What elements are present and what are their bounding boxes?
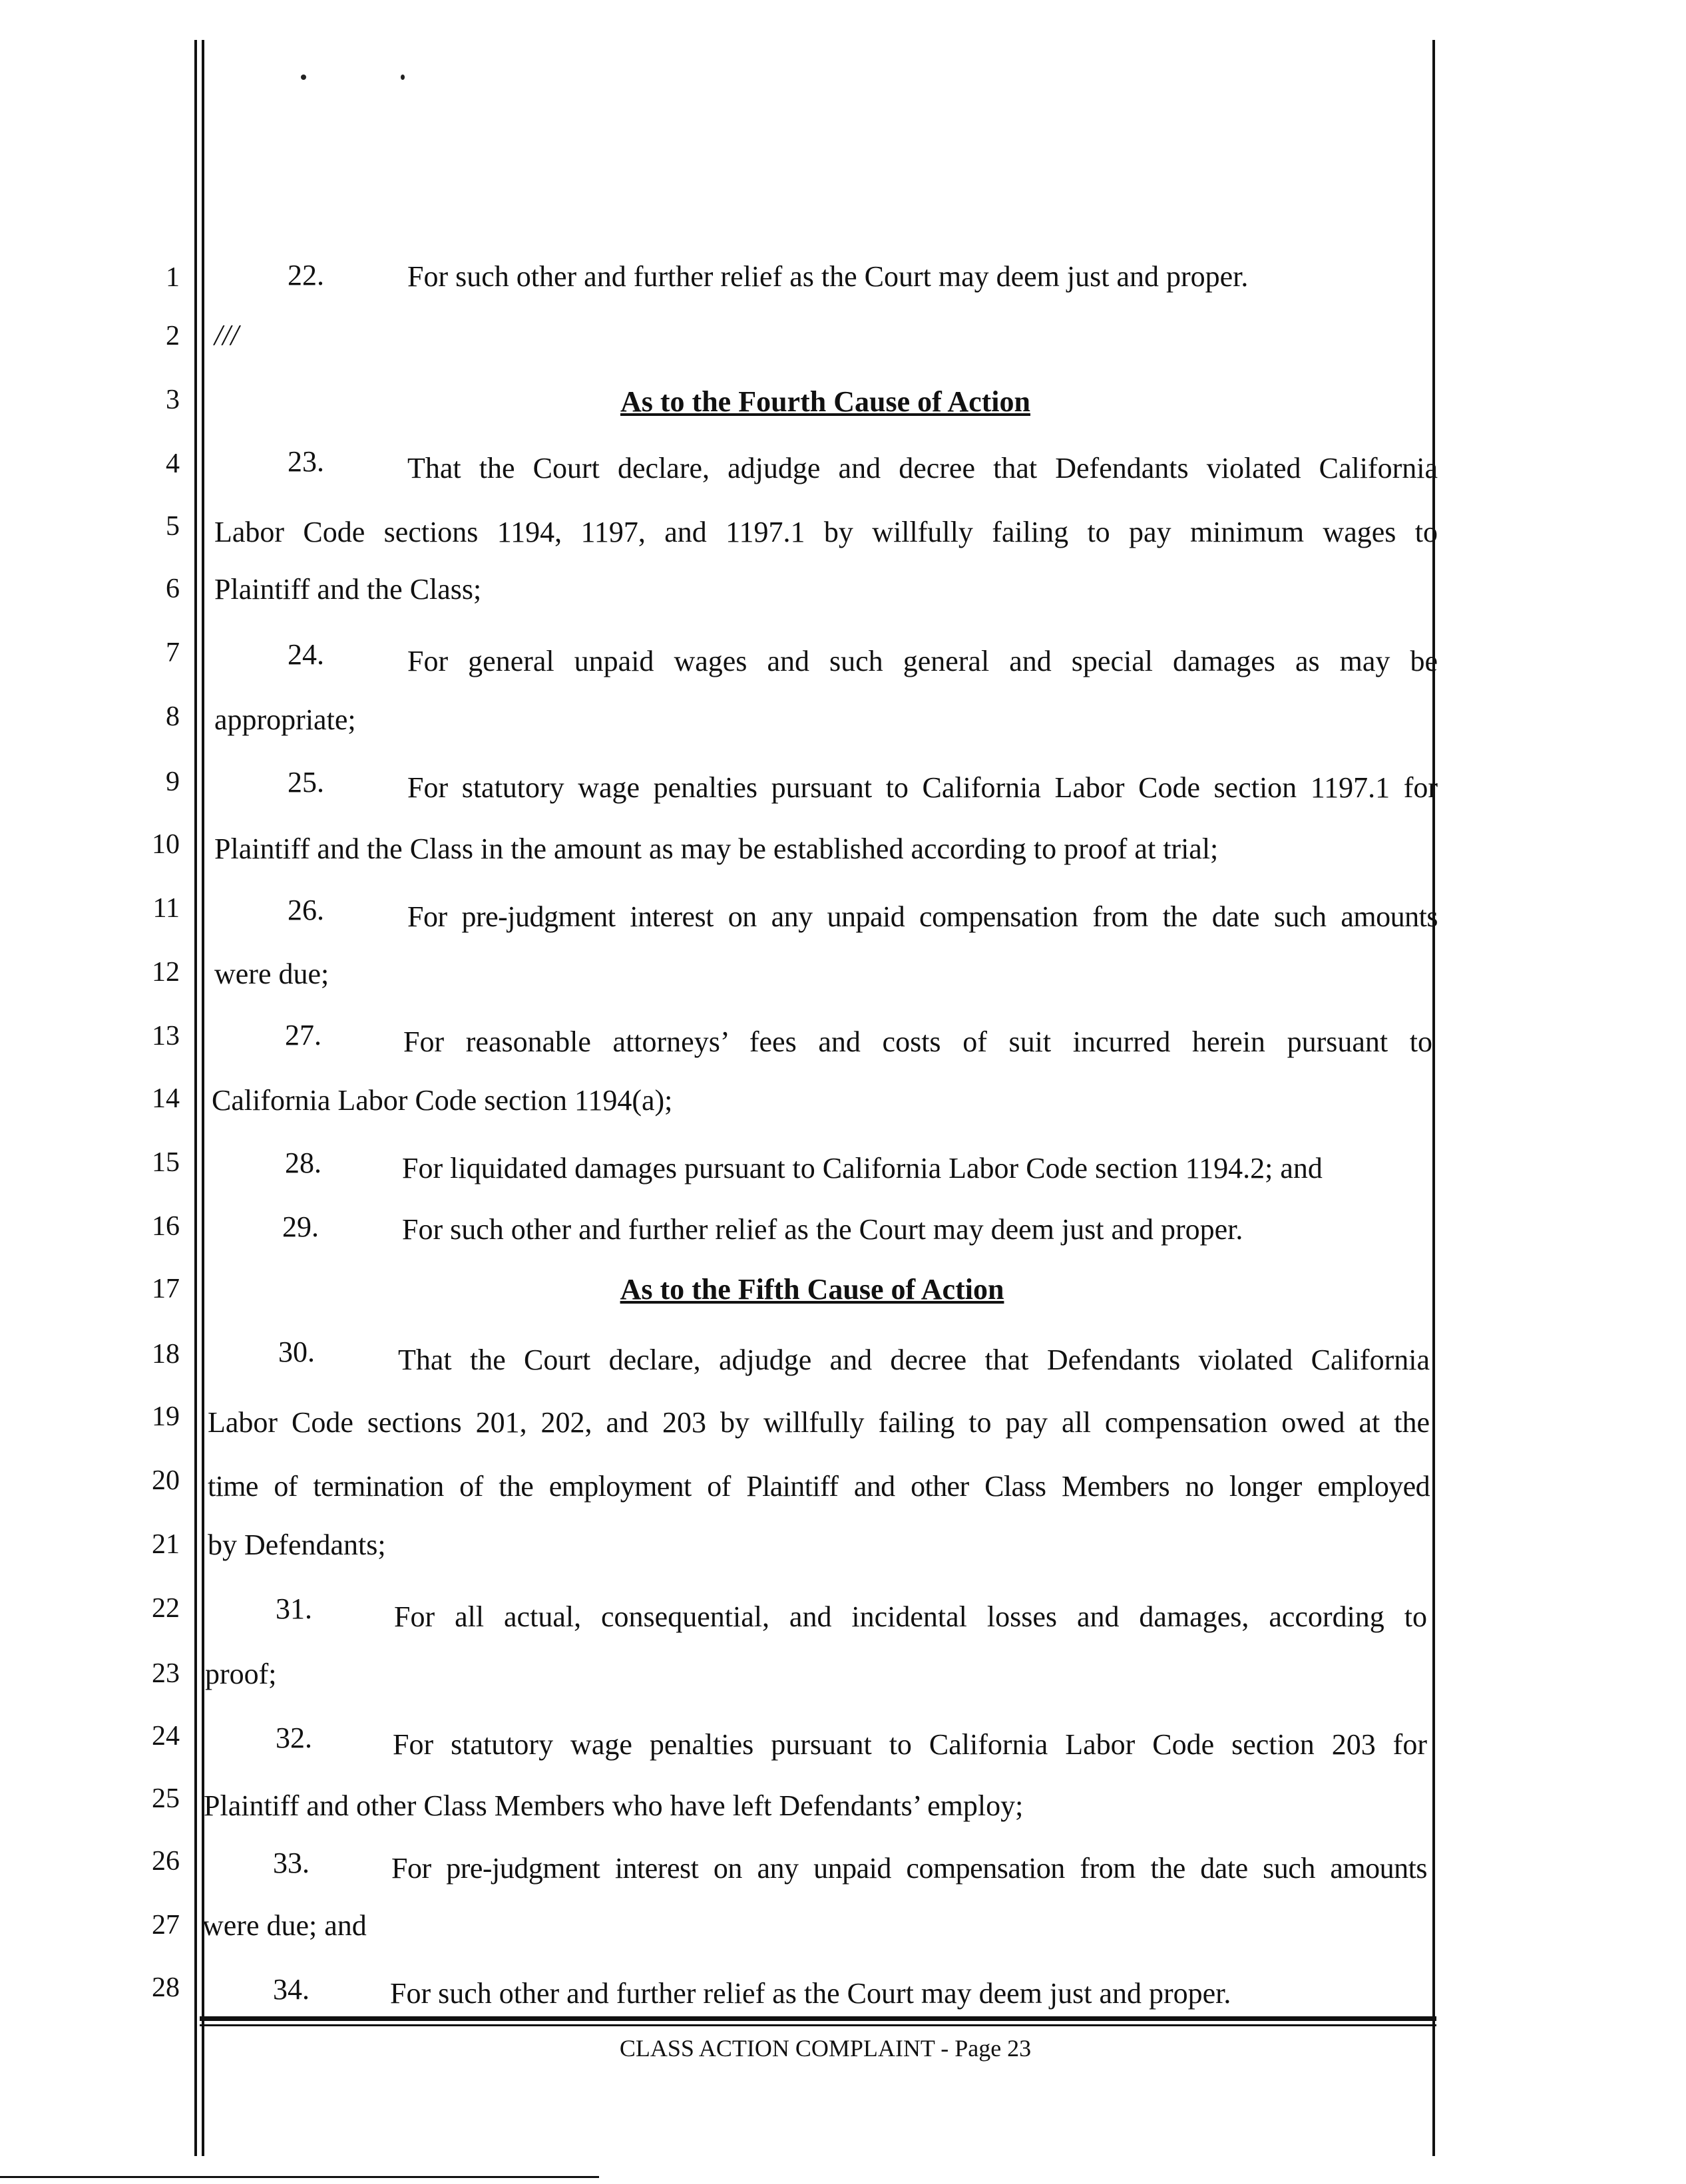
line-number: 26 [152,1846,180,1877]
paragraph-25-number: 25. [288,766,324,799]
line-number: 23 [152,1658,180,1689]
continuation-slashes: /// [214,319,239,351]
heading-fifth-cause: As to the Fifth Cause of Action [620,1273,1004,1306]
paragraph-30-line-2: Labor Code sections 201, 202, and 203 by willfully failing to pay all compensation owed at the [208,1406,1430,1439]
paragraph-26-line-1: For pre-judgment interest on any unpaid compensation from the date such amounts [407,900,1438,933]
paragraph-32-line-1: For statutory wage penalties pursuant to California Labor Code section 203 for [393,1728,1427,1761]
paragraph-32-line-2: Plaintiff and other Class Members who have left Defendants’ employ; [204,1789,1024,1822]
paragraph-31-number: 31. [276,1592,312,1625]
line-number: 3 [166,385,180,415]
paragraph-24-line-1: For general unpaid wages and such general and special damages as may be [407,645,1438,677]
line-number: 14 [152,1083,180,1114]
page-bottom-edge [0,2176,599,2178]
scan-speck [301,75,306,80]
paragraph-25-line-2: Plaintiff and the Class in the amount as may be established according to proof at trial; [214,832,1219,865]
paragraph-33-line-1: For pre-judgment interest on any unpaid compensation from the date such amounts [391,1852,1427,1885]
paragraph-28-text: For liquidated damages pursuant to California Labor Code section 1194.2; and [402,1152,1323,1184]
line-number: 11 [152,893,180,924]
line-number: 17 [152,1274,180,1304]
line-number: 18 [152,1339,180,1369]
paragraph-22-text: For such other and further relief as the Court may deem just and proper. [407,260,1249,293]
paragraph-30-line-1: That the Court declare, adjudge and decree that Defendants violated California [398,1344,1430,1376]
line-number: 7 [166,637,180,668]
scan-speck [401,75,405,80]
paragraph-23-line-3: Plaintiff and the Class; [214,573,482,606]
line-number: 28 [152,1972,180,2003]
line-number: 1 [166,262,180,293]
paragraph-27-number: 27. [285,1019,321,1051]
paragraph-28-number: 28. [285,1147,321,1179]
paragraph-34-text: For such other and further relief as the Court may deem just and proper. [390,1977,1231,2010]
paragraph-30-line-4: by Defendants; [208,1529,386,1561]
line-number: 22 [152,1593,180,1624]
line-number: 21 [152,1529,180,1560]
paragraph-26-line-2: were due; [214,958,329,990]
paragraph-27-line-2: California Labor Code section 1194(a); [212,1084,673,1117]
line-number: 12 [152,957,180,988]
paragraph-23-number: 23. [288,445,324,478]
line-number: 5 [166,511,180,542]
paragraph-33-number: 33. [273,1847,310,1879]
paragraph-23-line-2: Labor Code sections 1194, 1197, and 1197.1 by willfully failing to pay minimum wages to [214,516,1438,548]
line-number: 27 [152,1910,180,1940]
paragraph-23-line-1: That the Court declare, adjudge and decree that Defendants violated California [407,452,1438,484]
line-number: 9 [166,767,180,797]
line-number: 20 [152,1465,180,1496]
paragraph-29-text: For such other and further relief as the Court may deem just and proper. [402,1213,1243,1246]
paragraph-30-number: 30. [278,1336,315,1368]
paragraph-32-number: 32. [276,1722,312,1754]
page-footer: CLASS ACTION COMPLAINT - Page 23 [619,2035,1032,2062]
line-number: 13 [152,1021,180,1051]
paragraph-24-line-2: appropriate; [214,703,356,736]
footer-rule-thick [200,2016,1436,2021]
line-number: 16 [152,1211,180,1242]
heading-fourth-cause: As to the Fourth Cause of Action [620,385,1030,418]
paragraph-24-number: 24. [288,638,324,671]
line-number: 15 [152,1147,180,1178]
paragraph-30-line-3: time of termination of the employment of Plaintiff and other Class Members no longer employed [208,1470,1430,1503]
line-number: 10 [152,829,180,860]
left-margin-rule-1 [194,40,197,2156]
paragraph-34-number: 34. [273,1973,310,2006]
paragraph-29-number: 29. [282,1210,319,1243]
line-number: 2 [166,321,180,351]
paragraph-26-number: 26. [288,894,324,926]
paragraph-31-line-1: For all actual, consequential, and incidental losses and damages, according to [394,1600,1427,1633]
footer-rule-thin [200,2024,1436,2026]
line-number: 25 [152,1783,180,1814]
paragraph-33-line-2: were due; and [202,1909,367,1942]
line-number: 6 [166,574,180,604]
left-margin-rule-2 [202,40,204,2156]
line-number: 4 [166,449,180,479]
paragraph-31-line-2: proof; [205,1658,277,1690]
line-number: 24 [152,1721,180,1751]
right-margin-rule [1432,40,1435,2156]
paragraph-25-line-1: For statutory wage penalties pursuant to California Labor Code section 1197.1 for [407,771,1438,804]
paragraph-22-number: 22. [288,259,324,291]
paragraph-27-line-1: For reasonable attorneys’ fees and costs of suit incurred herein pursuant to [403,1025,1432,1058]
line-number: 8 [166,701,180,732]
line-number: 19 [152,1401,180,1432]
